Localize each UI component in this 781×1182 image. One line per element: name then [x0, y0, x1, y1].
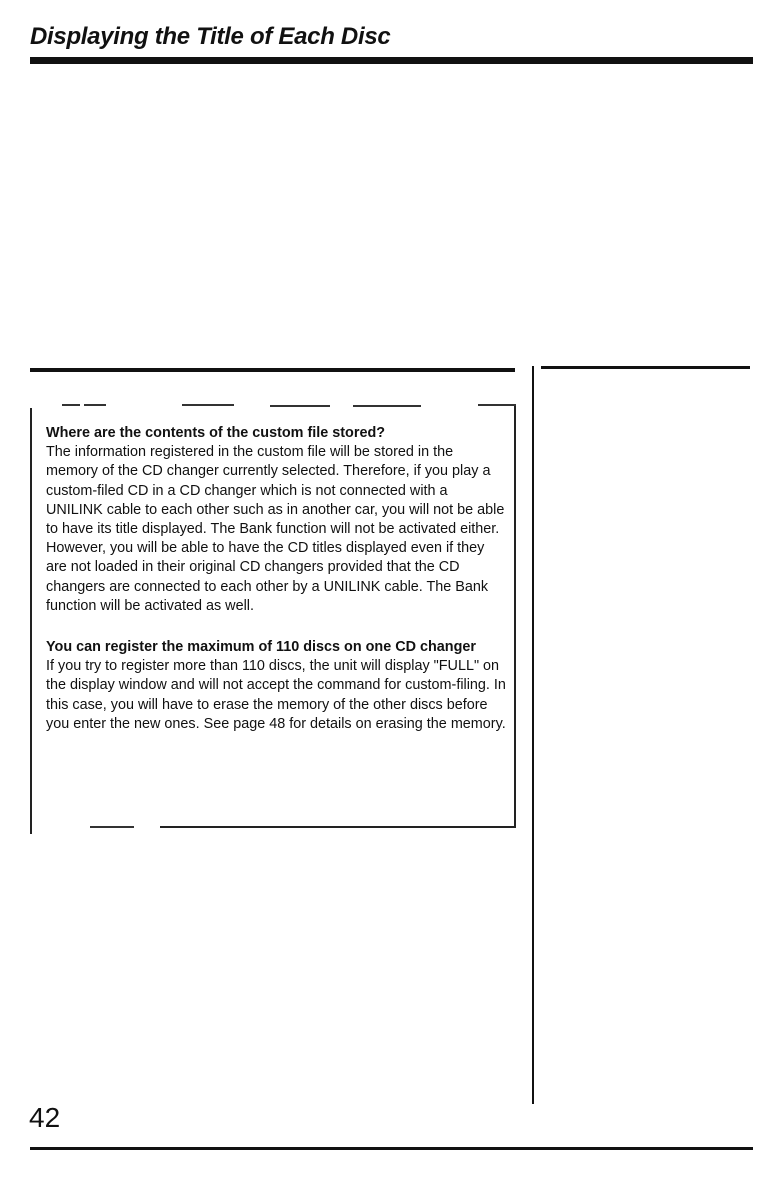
- note-content: [46, 424, 506, 734]
- page-title: Displaying the Title of Each Disc: [30, 23, 391, 50]
- note-heading: Where are the contents of the custom file stored?: [46, 425, 386, 441]
- note-section-storage: [46, 424, 506, 616]
- footer-rule: [30, 1147, 753, 1150]
- note-top-rule: [30, 368, 515, 372]
- note-box-bottom-dash: [90, 826, 134, 828]
- title-rule: [30, 57, 753, 64]
- note-heading: You can register the maximum of 110 discs on one CD changer: [46, 639, 476, 656]
- note-box-top-dash: [353, 405, 421, 407]
- note-box-top-dash: [270, 405, 330, 407]
- note-section-maximum-discs: [46, 638, 506, 734]
- note-paragraph: The information registered in the custom file will be stored in the memory of the CD changer currently selected. Therefore, if you play a custom-filed CD in a CD changer which is not connected with a UNILINK cable to each other such as in another car, you will not be able to have its title displayed. The Bank function will not be activated either.: [46, 444, 505, 538]
- note-paragraph: However, you will be able to have the CD titles displayed even if they are not loaded in their original CD changers provided that the CD changers are connected to each other by a UNILINK cable. The Bank function will be activated as well.: [46, 540, 489, 614]
- side-column-top-rule: [541, 366, 750, 369]
- note-box-top-dash: [62, 404, 80, 406]
- note-box-top-dash: [84, 404, 106, 406]
- note-paragraph: If you try to register more than 110 discs, the unit will display "FULL" on the display window and will not accept the command for custom-filing. In this case, you will have to erase the memory of the other discs before you enter the new ones. See page 48 for details on erasing the memory.: [46, 658, 506, 732]
- note-box-bottom-border: [160, 826, 516, 828]
- side-column-divider: [532, 366, 534, 1104]
- note-box-right-border: [514, 404, 516, 828]
- note-box-top-dash: [478, 404, 516, 406]
- note-box-left-border: [30, 408, 32, 834]
- note-box-top-dash: [182, 404, 234, 406]
- page-number: 42: [29, 1102, 61, 1133]
